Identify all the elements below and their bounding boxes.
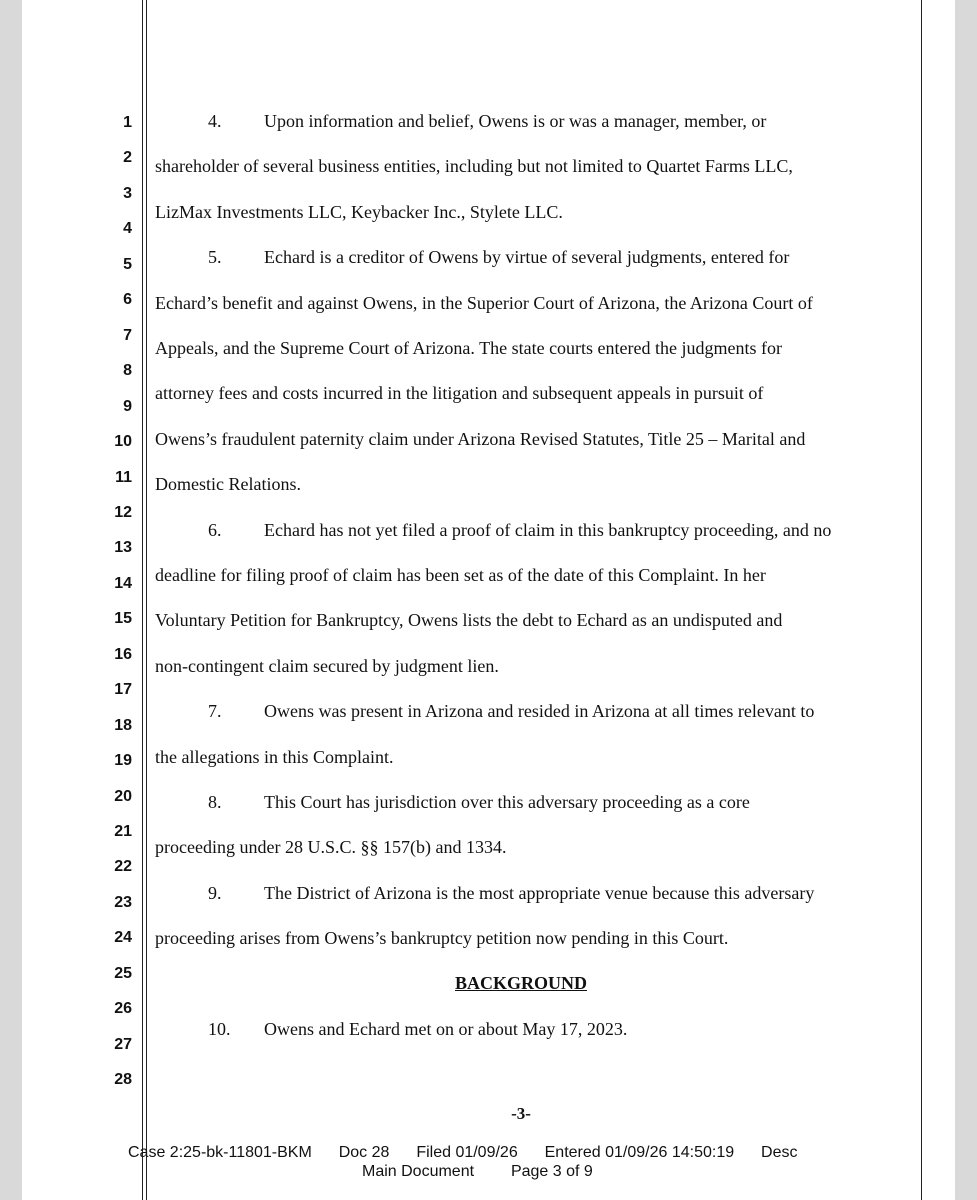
paragraph-line: Appeals, and the Supreme Court of Arizona. The state courts entered the judgments for: [155, 338, 782, 358]
line-number: 19: [114, 752, 132, 770]
paragraph-line: Domestic Relations.: [155, 474, 301, 495]
line-number: 25: [114, 964, 132, 982]
line-number: 23: [114, 893, 132, 911]
paragraph-line: shareholder of several business entities, including but not limited to Quartet Farms LLC,: [155, 156, 793, 177]
line-number: 8: [123, 362, 132, 380]
paragraph-first-line: Echard has not yet filed a proof of claim in this bankruptcy proceeding, and no: [264, 519, 832, 540]
line-number: 27: [114, 1035, 132, 1053]
line-number: 5: [123, 255, 132, 273]
line-number: 4: [123, 220, 132, 238]
footer-case: Case 2:25-bk-11801-BKM: [128, 1144, 312, 1161]
right-rule: [921, 0, 922, 1200]
line-number: 9: [123, 397, 132, 415]
line-number: 24: [114, 929, 132, 947]
right-margin: [955, 0, 977, 1200]
paragraph-line: Voluntary Petition for Bankruptcy, Owens lists the debt to Echard as an undisputed and: [155, 610, 783, 631]
footer-entered: Entered 01/09/26 14:50:19: [544, 1144, 735, 1161]
document-page: [22, 0, 955, 1200]
paragraph-line: Owens’s fraudulent paternity claim under Arizona Revised Statutes, Title 25 – Marital and: [155, 428, 806, 449]
page-number: -3-: [511, 1104, 531, 1123]
paragraph-first-line: The District of Arizona is the most appropriate venue because this adversary: [264, 882, 815, 903]
paragraph-number: 8.: [208, 792, 222, 812]
paragraph-line: proceeding arises from Owens’s bankruptcy petition now pending in this Court.: [155, 928, 729, 949]
footer-filed: Filed 01/09/26: [416, 1144, 518, 1161]
paragraph-line: LizMax Investments LLC, Keybacker Inc., Stylete LLC.: [155, 201, 563, 222]
paragraph-first-line: Owens was present in Arizona and resided in Arizona at all times relevant to: [264, 701, 815, 722]
paragraph-first-line: Upon information and belief, Owens is or was a manager, member, or: [264, 111, 767, 131]
line-number: 15: [114, 610, 132, 628]
left-rule-inner: [146, 0, 147, 1200]
paragraph-line: non-contingent claim secured by judgment lien.: [155, 655, 499, 676]
paragraph-number: 4.: [208, 111, 222, 131]
line-number: 16: [114, 645, 132, 663]
paragraph-number: 6.: [208, 519, 222, 540]
line-number: 21: [114, 823, 132, 840]
paragraph-number: 9.: [208, 882, 222, 903]
paragraph-number: 7.: [208, 701, 222, 722]
line-number: 3: [123, 184, 132, 202]
line-number: 26: [114, 1000, 132, 1018]
line-number: 28: [114, 1071, 132, 1089]
paragraph-first-line: Owens and Echard met on or about May 17, 2023.: [264, 1019, 628, 1039]
line-number: 2: [123, 149, 132, 167]
paragraph-first-line: Echard is a creditor of Owens by virtue of several judgments, entered for: [264, 247, 790, 268]
line-number: 1: [123, 114, 132, 131]
line-number: 12: [114, 503, 132, 521]
footer-page: Page 3 of 9: [510, 1163, 593, 1180]
paragraph-first-line: This Court has jurisdiction over this adversary proceeding as a core: [264, 792, 750, 812]
paragraph-line: attorney fees and costs incurred in the litigation and subsequent appeals in pursuit of: [155, 383, 764, 404]
line-number: 7: [123, 326, 132, 344]
left-rule-outer: [142, 0, 143, 1200]
paragraph-line: the allegations in this Complaint.: [155, 746, 394, 767]
line-number: 6: [123, 291, 132, 309]
line-number: 14: [114, 574, 132, 592]
footer-main: Main Document: [362, 1163, 475, 1180]
footer-line-1: [128, 1143, 797, 1163]
line-number: 11: [115, 468, 132, 486]
left-margin: [0, 0, 22, 1200]
footer-line-2: [362, 1162, 593, 1182]
line-number: 13: [114, 539, 132, 557]
section-heading: BACKGROUND: [454, 973, 587, 993]
line-number: 18: [114, 716, 132, 734]
line-number: 20: [114, 787, 132, 805]
paragraph-line: proceeding under 28 U.S.C. §§ 157(b) and 1334.: [155, 837, 507, 858]
paragraph-number: 10.: [208, 1019, 231, 1039]
paragraph-line: deadline for filing proof of claim has been set as of the date of this Complaint. In her: [155, 565, 766, 585]
paragraph-number: 5.: [208, 247, 222, 268]
footer-doc: Doc 28: [338, 1144, 390, 1161]
footer-desc: Desc: [761, 1144, 798, 1161]
paragraph-line: Echard’s benefit and against Owens, in the Superior Court of Arizona, the Arizona Court of: [155, 292, 813, 313]
line-number: 17: [114, 681, 132, 699]
line-number: 10: [114, 433, 132, 451]
line-number: 22: [114, 858, 132, 876]
